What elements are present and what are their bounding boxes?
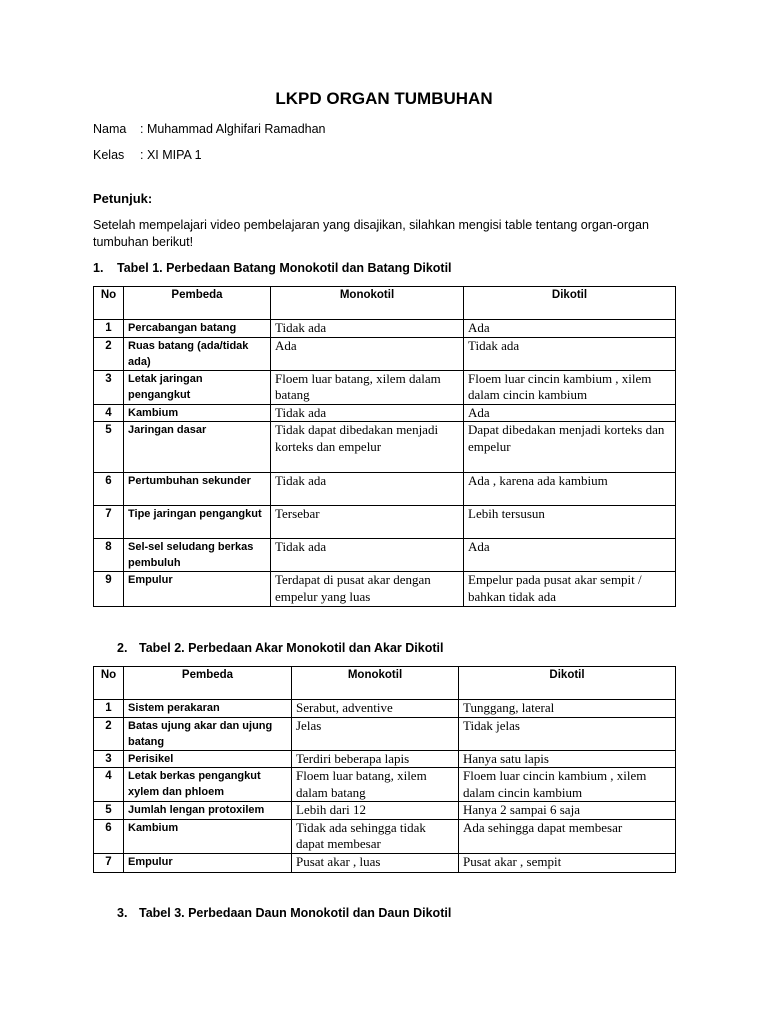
- row-pembeda: Percabangan batang: [124, 320, 271, 338]
- row-dikotil: Floem luar cincin kambium , xilem dalam cincin kambium: [464, 370, 676, 404]
- table-row: [94, 473, 676, 506]
- table1-number: 1.: [93, 261, 104, 275]
- header-no: No: [94, 287, 124, 320]
- row-monokotil: Floem luar batang, xilem dalam batang: [271, 370, 464, 404]
- row-monokotil: Tersebar: [271, 506, 464, 539]
- table-row: [94, 700, 676, 718]
- table-row: [94, 853, 676, 872]
- row-monokotil: Terdapat di pusat akar dengan empelur yang luas: [271, 572, 464, 607]
- row-pembeda: Empulur: [124, 572, 271, 607]
- table-row: [94, 422, 676, 473]
- table1: [93, 286, 676, 607]
- table3-heading: [117, 906, 451, 920]
- row-no: 6: [94, 819, 124, 853]
- header-no: No: [94, 667, 124, 700]
- header-monokotil: Monokotil: [271, 287, 464, 320]
- row-dikotil: Hanya 2 sampai 6 saja: [459, 802, 676, 820]
- row-monokotil: Jelas: [292, 717, 459, 750]
- table1-heading: [93, 261, 452, 275]
- row-pembeda: Pertumbuhan sekunder: [124, 473, 271, 506]
- row-no: 4: [94, 768, 124, 802]
- row-dikotil: Ada: [464, 404, 676, 422]
- table2: [93, 666, 676, 873]
- row-dikotil: Pusat akar , sempit: [459, 853, 676, 872]
- header-pembeda: Pembeda: [124, 667, 292, 700]
- table-row: [94, 768, 676, 802]
- table-row: [94, 819, 676, 853]
- row-pembeda: Ruas batang (ada/tidak ada): [124, 337, 271, 370]
- row-no: 6: [94, 473, 124, 506]
- table-row: [94, 337, 676, 370]
- row-pembeda: Kambium: [124, 819, 292, 853]
- header-dikotil: Dikotil: [464, 287, 676, 320]
- table-row: [94, 572, 676, 607]
- table3-title: Tabel 3. Perbedaan Daun Monokotil dan Daun Dikotil: [139, 906, 452, 920]
- row-monokotil: Lebih dari 12: [292, 802, 459, 820]
- row-pembeda: Tipe jaringan pengangkut: [124, 506, 271, 539]
- row-monokotil: Serabut, adventive: [292, 700, 459, 718]
- table2-title: Tabel 2. Perbedaan Akar Monokotil dan Akar Dikotil: [139, 641, 444, 655]
- document-title: LKPD ORGAN TUMBUHAN: [275, 89, 493, 108]
- row-monokotil: Ada: [271, 337, 464, 370]
- row-pembeda: Perisikel: [124, 750, 292, 768]
- row-pembeda: Letak jaringan pengangkut: [124, 370, 271, 404]
- row-monokotil: Tidak ada: [271, 473, 464, 506]
- table2-number: 2.: [117, 641, 128, 655]
- table-row: [94, 370, 676, 404]
- row-no: 2: [94, 717, 124, 750]
- row-monokotil: Tidak ada: [271, 404, 464, 422]
- nama-field: [93, 122, 326, 136]
- row-pembeda: Jumlah lengan protoxilem: [124, 802, 292, 820]
- row-dikotil: Empelur pada pusat akar sempit / bahkan tidak ada: [464, 572, 676, 607]
- table-header-row: [94, 287, 676, 320]
- row-pembeda: Batas ujung akar dan ujung batang: [124, 717, 292, 750]
- row-dikotil: Ada sehingga dapat membesar: [459, 819, 676, 853]
- row-dikotil: Tidak jelas: [459, 717, 676, 750]
- row-dikotil: Lebih tersusun: [464, 506, 676, 539]
- table-header-row: [94, 667, 676, 700]
- row-pembeda: Empulur: [124, 853, 292, 872]
- row-monokotil: Floem luar batang, xilem dalam batang: [292, 768, 459, 802]
- row-no: 3: [94, 750, 124, 768]
- row-no: 7: [94, 506, 124, 539]
- row-monokotil: Terdiri beberapa lapis: [292, 750, 459, 768]
- kelas-label: Kelas: [93, 148, 125, 162]
- row-pembeda: Sistem perakaran: [124, 700, 292, 718]
- row-no: 9: [94, 572, 124, 607]
- table-row: [94, 802, 676, 820]
- table1-title: Tabel 1. Perbedaan Batang Monokotil dan Batang Dikotil: [117, 261, 452, 275]
- table-row: [94, 404, 676, 422]
- kelas-field: [93, 148, 202, 162]
- row-dikotil: Ada: [464, 539, 676, 572]
- row-pembeda: Sel-sel seludang berkas pembuluh: [124, 539, 271, 572]
- table2-heading: [117, 641, 443, 655]
- row-dikotil: Tunggang, lateral: [459, 700, 676, 718]
- row-dikotil: Dapat dibedakan menjadi korteks dan empelur: [464, 422, 676, 473]
- row-no: 4: [94, 404, 124, 422]
- petunjuk-text: Setelah mempelajari video pembelajaran yang disajikan, silahkan mengisi table tentang organ-organ tumbuhan berikut!: [93, 218, 649, 249]
- header-pembeda: Pembeda: [124, 287, 271, 320]
- table-row: [94, 717, 676, 750]
- row-pembeda: Jaringan dasar: [124, 422, 271, 473]
- row-dikotil: Ada , karena ada kambium: [464, 473, 676, 506]
- table-row: [94, 506, 676, 539]
- row-pembeda: Kambium: [124, 404, 271, 422]
- table-row: [94, 539, 676, 572]
- row-no: 1: [94, 700, 124, 718]
- kelas-value: : XI MIPA 1: [140, 148, 202, 162]
- row-pembeda: Letak berkas pengangkut xylem dan phloem: [124, 768, 292, 802]
- row-no: 8: [94, 539, 124, 572]
- nama-value: : Muhammad Alghifari Ramadhan: [140, 122, 326, 136]
- header-monokotil: Monokotil: [292, 667, 459, 700]
- row-dikotil: Floem luar cincin kambium , xilem dalam cincin kambium: [459, 768, 676, 802]
- row-monokotil: Tidak ada sehingga tidak dapat membesar: [292, 819, 459, 853]
- row-monokotil: Tidak ada: [271, 320, 464, 338]
- row-monokotil: Pusat akar , luas: [292, 853, 459, 872]
- table-row: [94, 750, 676, 768]
- row-no: 5: [94, 422, 124, 473]
- row-dikotil: Hanya satu lapis: [459, 750, 676, 768]
- row-dikotil: Tidak ada: [464, 337, 676, 370]
- row-no: 3: [94, 370, 124, 404]
- row-dikotil: Ada: [464, 320, 676, 338]
- table3-number: 3.: [117, 906, 128, 920]
- nama-label: Nama: [93, 122, 127, 136]
- row-monokotil: Tidak ada: [271, 539, 464, 572]
- row-no: 7: [94, 853, 124, 872]
- row-no: 5: [94, 802, 124, 820]
- table-row: [94, 320, 676, 338]
- header-dikotil: Dikotil: [459, 667, 676, 700]
- row-monokotil: Tidak dapat dibedakan menjadi korteks dan empelur: [271, 422, 464, 473]
- petunjuk-heading: Petunjuk:: [93, 191, 153, 206]
- row-no: 1: [94, 320, 124, 338]
- row-no: 2: [94, 337, 124, 370]
